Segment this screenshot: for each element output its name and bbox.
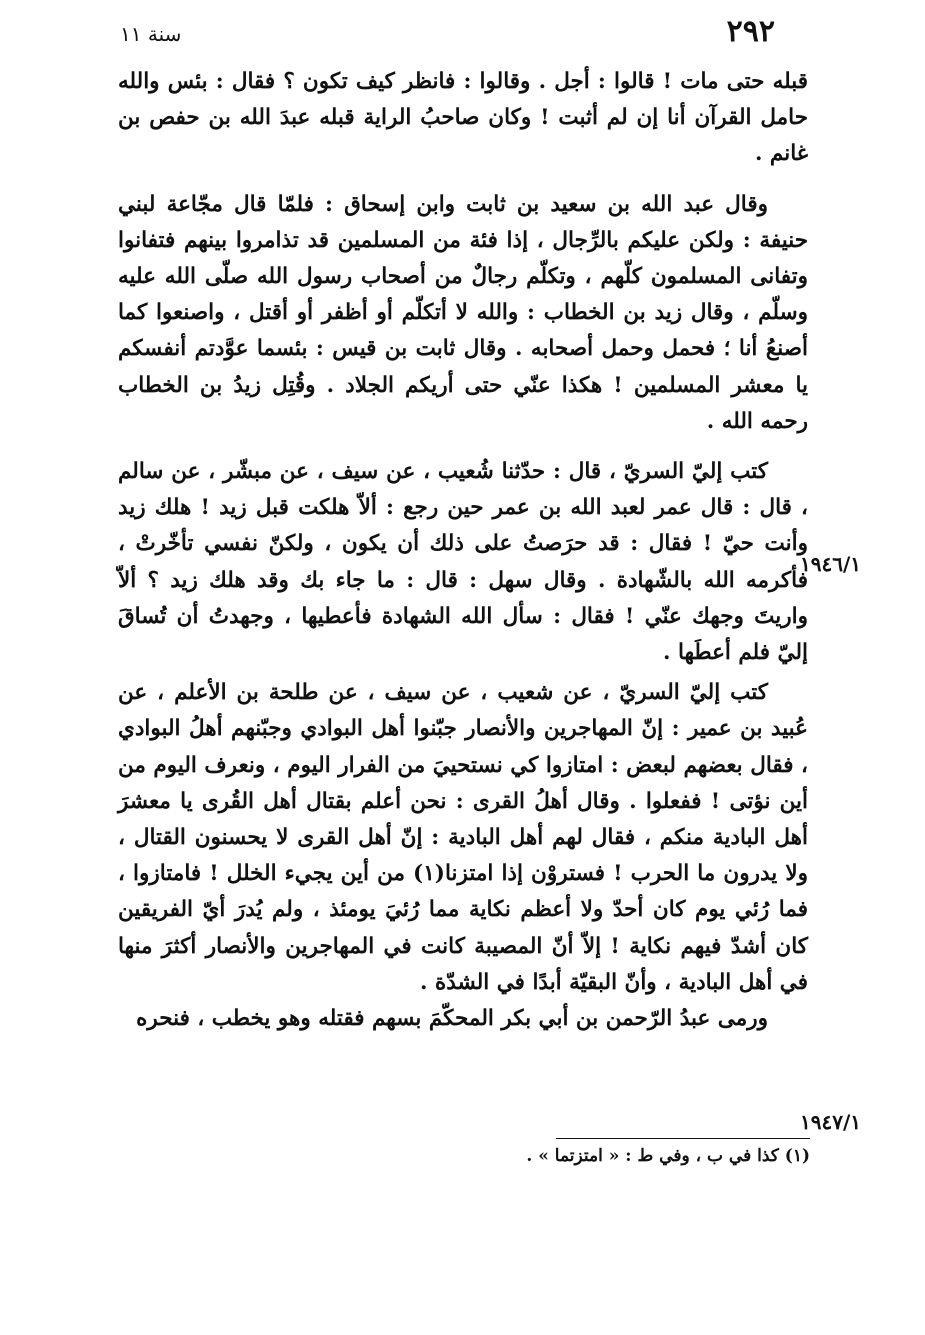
- paragraph: وقال عبد الله بن سعيد بن ثابت وابن إسحاق : فلمّا قال مجّاعة لبني حنيفة : ولكن عليكم بالرِّجال ، إذا فئة من المسلمين قد تذامروا بينهم فتفانوا وتفانى المسلمون كلّهم ، وتكلّم رجالٌ من أصحاب رسول الله صلّى الله عليه وسلّم ، وقال زيد بن الخطاب : والله لا أتكلّم أو أظفر أو أقتل ، واصنعوا كما أصنعُ أنا ؛ فحمل وحمل أصحابه . وقال ثابت بن قيس : بئسما عوَّدتم أنفسكم يا معشر المسلمين ! هكذا عنّي حتى أريكم الجلاد . وقُتِل زيدُ بن الخطاب رحمه الله .: [118, 191, 808, 434]
- footnote-divider: [556, 1138, 810, 1139]
- paragraph: ورمى عبدُ الرّحمن بن أبي بكر المحكّمَ بسهم فقتله وهو يخطب ، فنحره: [136, 1006, 768, 1032]
- paragraph: كتب إليّ السريّ ، عن شعيب ، عن سيف ، عن طلحة بن الأعلم ، عن عُبيد بن عمير : إنّ المهاجرين والأنصار جبّنوا أهل البوادي وجبّنهم أهلُ البوادي ، فقال بعضهم لبعض : امتازوا كي نستحييَ من الفرار اليوم ، ونعرف اليوم من أين نؤتى ! ففعلوا . وقال أهلُ القرى : نحن أعلم بقتال أهل القُرى يا معشرَ أهل البادية منكم ، فقال لهم أهل البادية : إنّ أهل القرى لا يحسنون القتال ، ولا يدرون ما الحرب ! فستروْن إذا امتزنا(١) من أين يجيء الخلل ! فامتازوا ، فما رُئي يوم كان أحدّ ولا أعظم نكاية مما رُئيَ يومئذ ، ولم يُدرَ أيّ الفريقين كان أشدّ فيهم نكاية ! إلاّ أنّ المصيبة كانت في المهاجرين والأنصار أكثرَ منها في أهل البادية ، وأنّ البقيّة أبدًا في الشدّة .: [118, 680, 808, 995]
- page-header: [120, 14, 775, 54]
- footnote: (١) كذا في ب ، وفي ط : « امتزتما » .: [526, 1146, 810, 1166]
- year-label: سنة ١١: [120, 22, 182, 46]
- margin-note: ١٩٤٧/١: [800, 1110, 862, 1134]
- page-number: ٢٩٢: [726, 14, 775, 49]
- paragraph: كتب إليّ السريّ ، قال : حدّثنا شُعيب ، عن سيف ، عن مبشّر ، عن سالم ، قال : قال عمر لعبد الله بن عمر حين رجع : ألاّ هلكت قبل زيد ! هلك زيد وأنت حيّ ! فقال : قد حرَصتُ على ذلك أن يكون ، ولكنّ نفسي تأخّرتْ ، فأكرمه الله بالشّهادة . وقال سهل : قال : ما جاء بك وقد هلك زيد ؟ ألاّ واريتَ وجهك عنّي ! فقال : سأل الله الشهادة فأعطيها ، وجهدتُ أن تُساقَ إليّ فلم أعطَها .: [118, 459, 808, 666]
- paragraph: قبله حتى مات ! قالوا : أجل . وقالوا : فانظر كيف تكون ؟ فقال : بئس والله حامل القرآن أنا إن لم أثبت ! وكان صاحبُ الراية قبله عبدَ الله بن حفص بن غانم .: [118, 69, 808, 167]
- margin-note: ١٩٤٦/١: [800, 552, 862, 576]
- body-text: [118, 64, 808, 1037]
